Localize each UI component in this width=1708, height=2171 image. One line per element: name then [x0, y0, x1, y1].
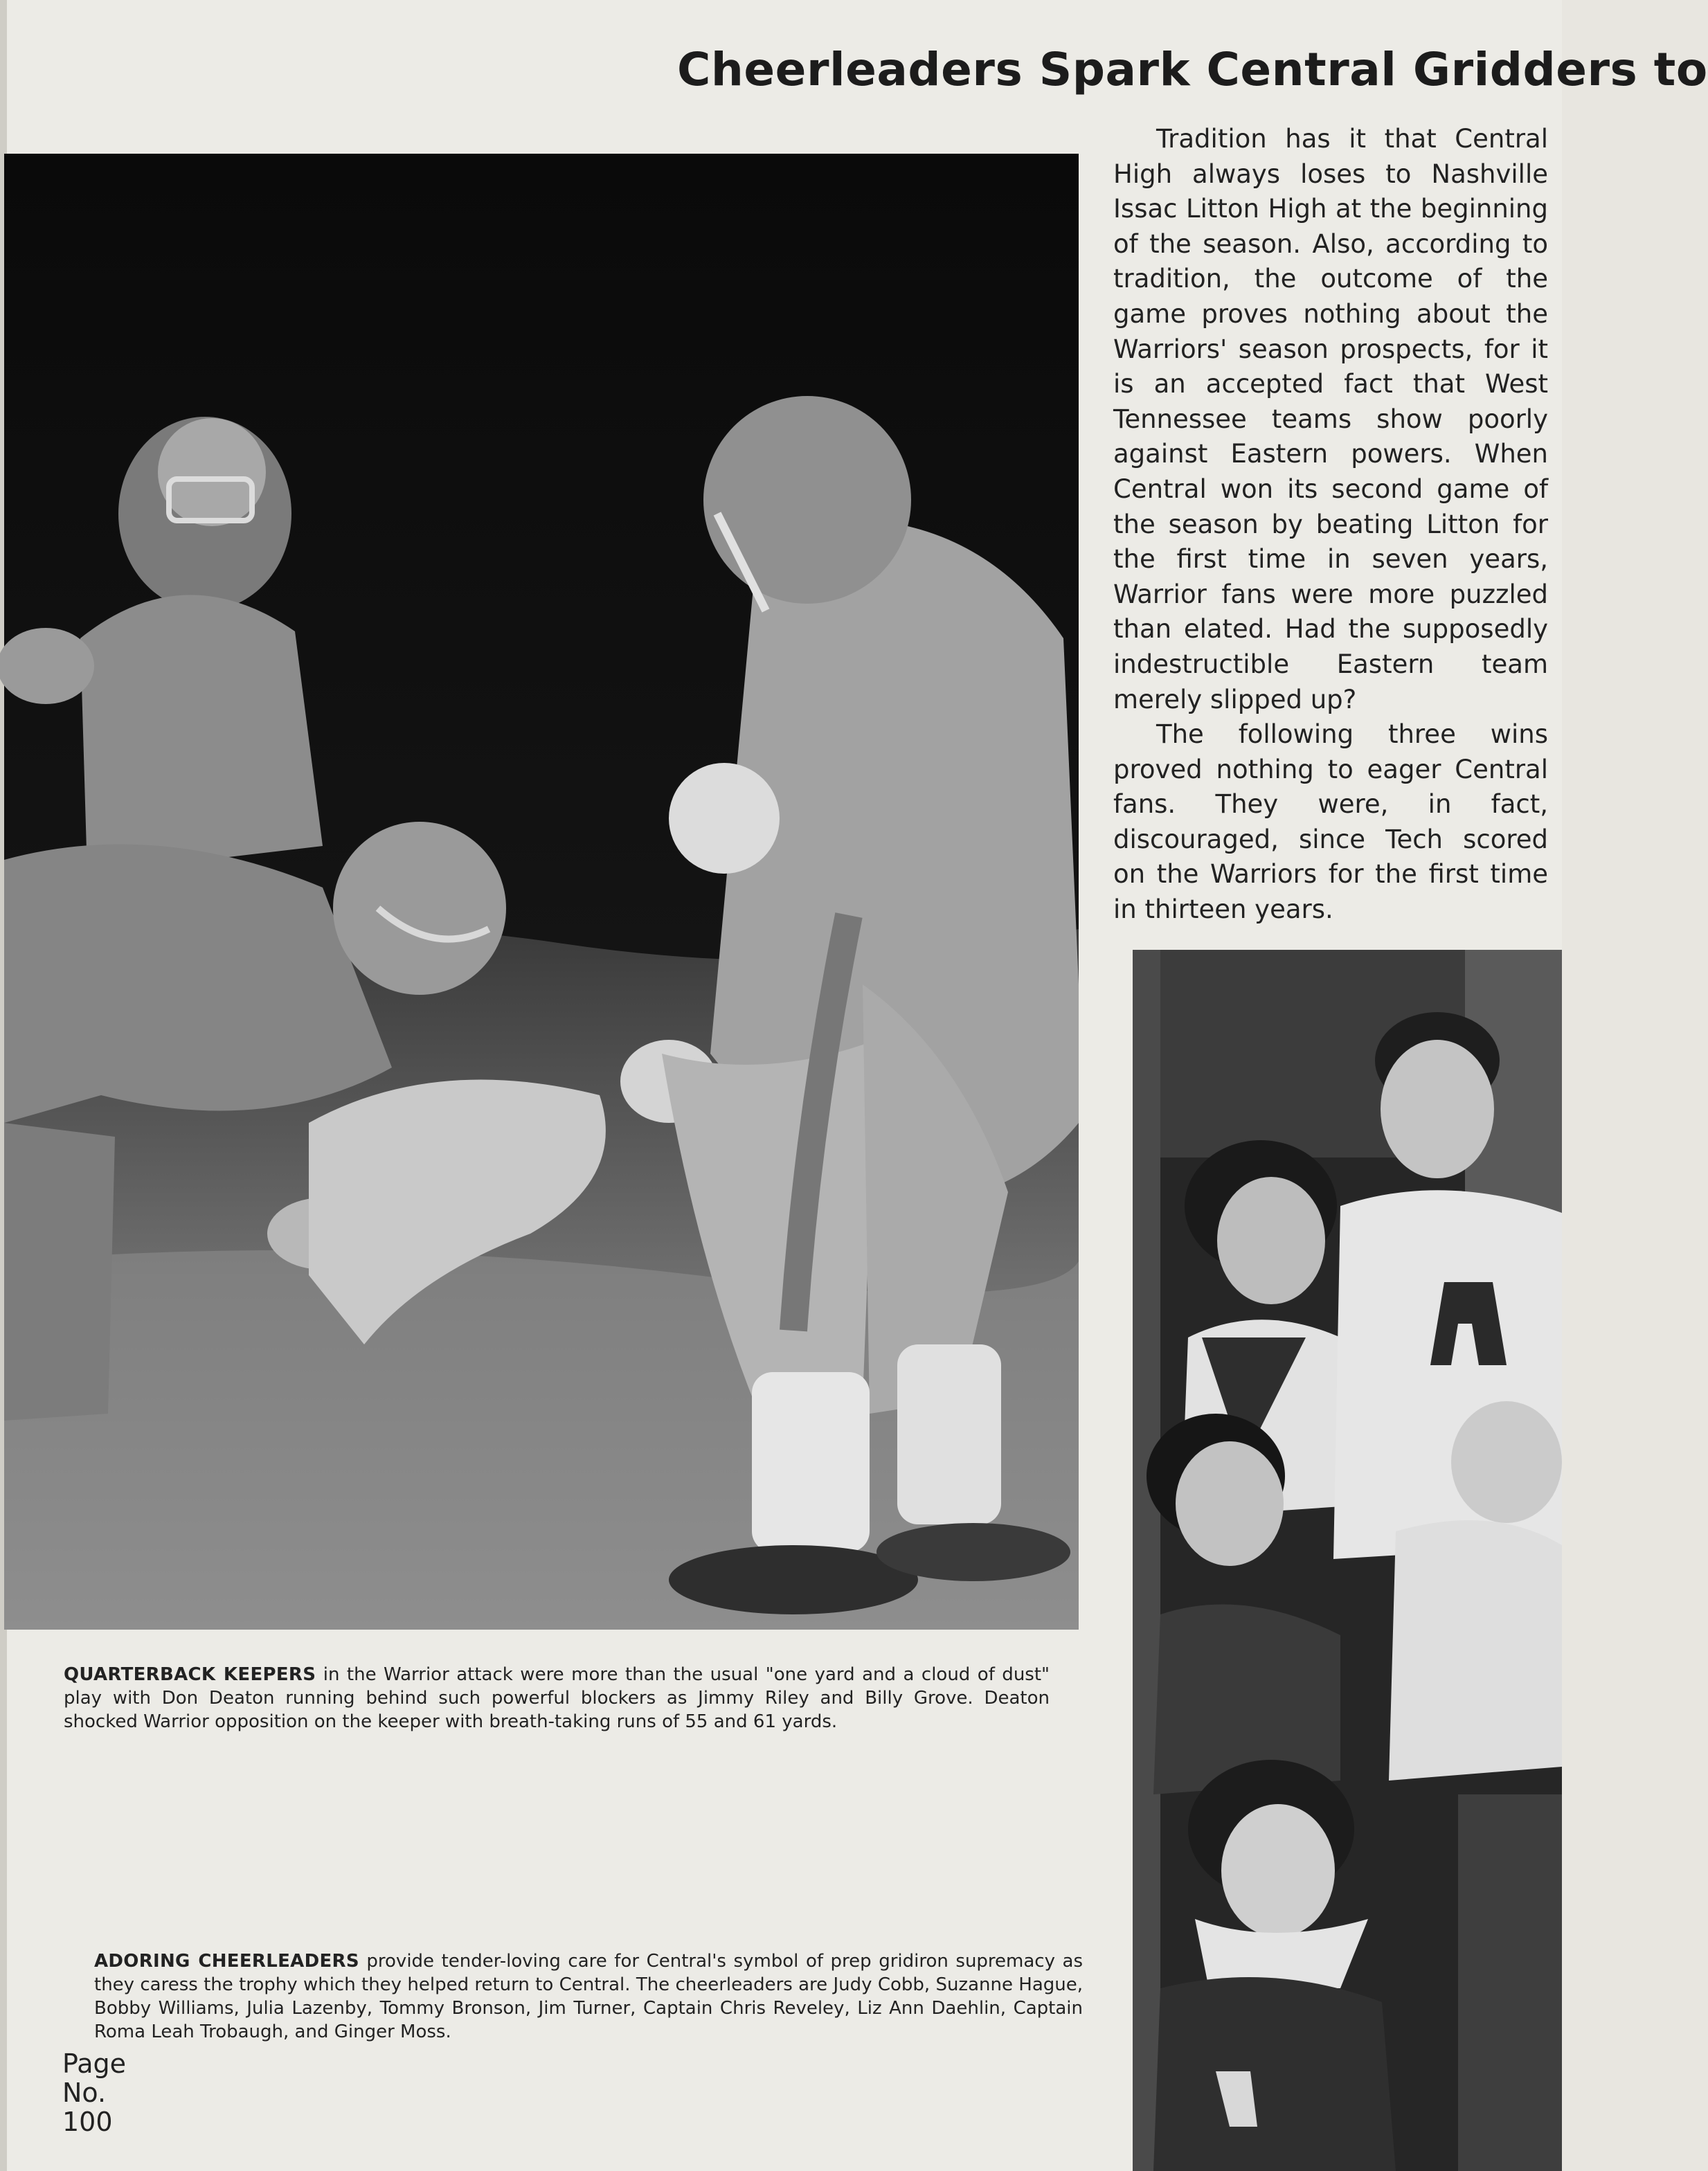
- article-body: [1113, 122, 1548, 928]
- article-paragraph: The following three wins proved nothing to eager Central fans. They were, in fact, discouraged, since Tech scored on the Warriors for the first time in thirteen years.: [1113, 719, 1548, 925]
- caption-lead: QUARTERBACK KEEPERS: [64, 1664, 316, 1685]
- page-number-abbrev: No.: [62, 2078, 107, 2108]
- caption-text: in the Warrior attack were more than the usual "one yard and a cloud of dust" play with Don Deaton running behind such powerful blockers as Jimmy Riley and Billy Grove. Deaton shocked Warrior opposition on the keeper with breath-taking runs of 55 and 61 yards.: [64, 1664, 1050, 1732]
- football-action-photo: [4, 154, 1079, 1630]
- page-number-label: Page: [62, 2048, 126, 2079]
- caption-lead: ADORING CHEERLEADERS: [94, 1951, 359, 1972]
- football-photo-caption: [64, 1663, 1050, 1733]
- article-paragraph: Tradition has it that Central High always loses to Nashville Issac Litton High at the beginning of the season. Also, according to tradition, the outcome of the game proves nothing about the Warriors' season prospects, for it is an accepted fact that West Tennessee teams show poorly against Eastern powers. When Central won its second game of the season by beating Litton for the first time in seven years, Warrior fans were more puzzled than elated. Had the supposedly indestructible Eastern team merely slipped up?: [1113, 124, 1548, 714]
- cheerleaders-photo: [1133, 950, 1562, 2171]
- cheerleaders-photo-caption: [94, 1949, 1083, 2044]
- page-number-value: 100: [62, 2107, 113, 2137]
- page-number: [62, 2049, 126, 2136]
- caption-text: provide tender-loving care for Central's symbol of prep gridiron supremacy as they caress the trophy which they helped return to Central. The cheerleaders are Judy Cobb, Suzanne Hague, Bobby Williams, Julia Lazenby, Tommy Bronson, Jim Turner, Captain Chris Reveley, Liz Ann Daehlin, Captain Roma Leah Trobaugh, and Ginger Moss.: [94, 1951, 1084, 2042]
- page-headline: Cheerleaders Spark Central Gridders to: [677, 43, 1708, 96]
